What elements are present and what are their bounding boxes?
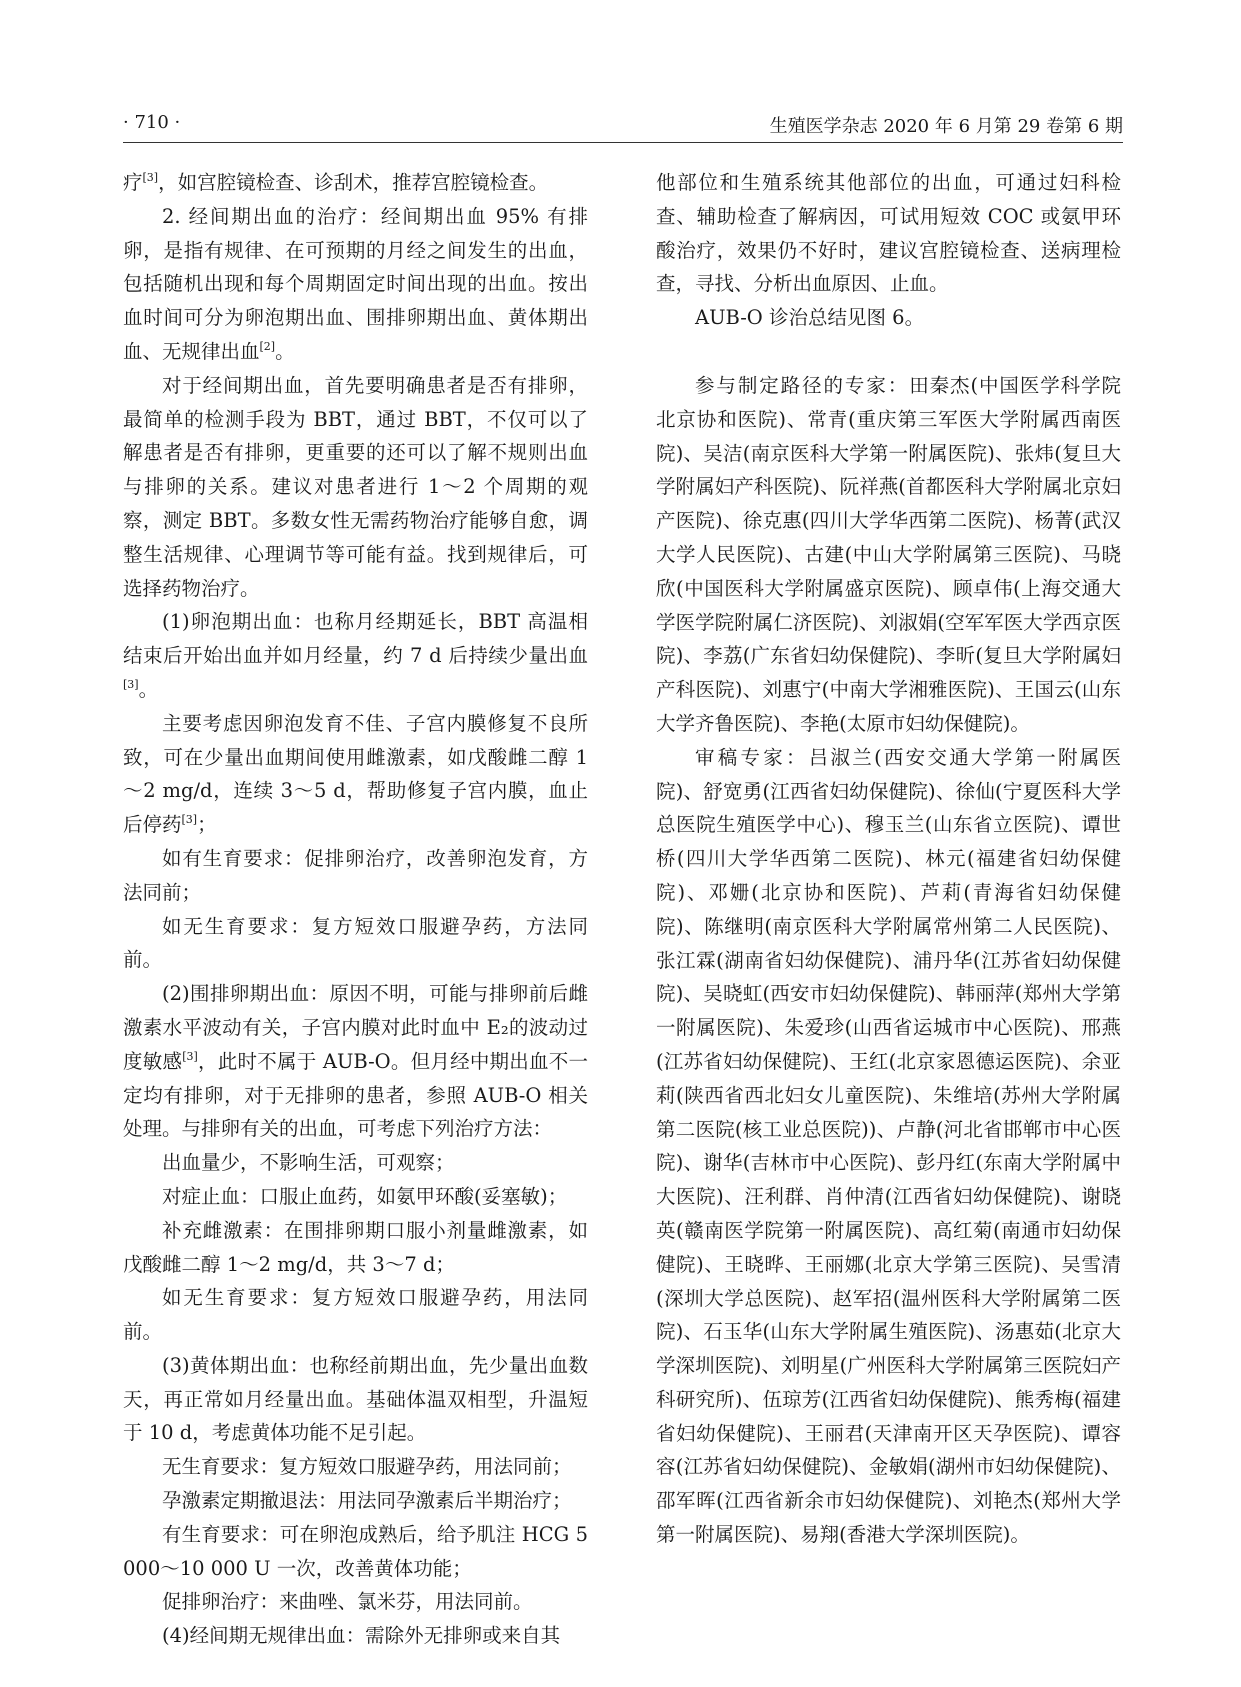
experts-paragraph [656,369,1121,741]
running-header [123,112,1123,152]
experts-label: 参与制定路径的专家： [695,373,910,397]
paragraph: 无生育要求：复方短效口服避孕药，用法同前； [162,1455,572,1479]
citation-ref: [3] [123,677,139,691]
reviewers-label: 审稿专家： [695,745,809,769]
citation-ref: [3] [182,1049,198,1063]
paragraph: 2. 经间期出血的治疗：经间期出血 95% 有排卵，是指有规律、在可预期的月经之间发生的出血，包括随机出现和每个周期固定时间出现的出血。按出血时间可分为卵泡期出血、围排卵期出血、黄体期出血、无规律出血[2]。 [123,204,588,363]
paragraph: 孕激素定期撤退法：用法同孕激素后半期治疗； [162,1489,572,1513]
paragraph: 对于经间期出血，首先要明确患者是否有排卵，最简单的检测手段为 BBT，通过 BBT，不仅可以了解患者是否有排卵，更重要的还可以了解不规则出血与排卵的关系。建议对患者进行 1～2 个周期的观察，测定 BBT。多数女性无需药物治疗能够自愈，调整生活规律、心理调节等可能有益。找到规律后，可选择药物治疗。 [123,373,588,600]
paragraph: AUB-O 诊治总结见图 6。 [695,306,925,330]
citation-ref: [2] [259,339,276,353]
reviewers-list: 吕淑兰(西安交通大学第一附属医院)、舒宽勇(江西省妇幼保健院)、徐仙(宁夏医科大学总医院生殖医学中心)、穆玉兰(山东省立医院)、谭世桥(四川大学华西第二医院)、林元(福建省妇幼保健院)、邓姗(北京协和医院)、芦莉(青海省妇幼保健院)、陈继明(南京医科大学附属常州第二人民医院)、张江霖(湖南省妇幼保健院)、浦丹华(江苏省妇幼保健院)、吴晓虹(西安市妇幼保健院)、韩丽萍(郑州大学第一附属医院)、朱爱珍(山西省运城市中心医院)、邢燕(江苏省妇幼保健院)、王红(北京家恩德运医院)、余亚莉(陕西省西北妇女儿童医院)、朱维培(苏州大学附属第二医院(核工业总医院))、卢静(河北省邯郸市中心医院)、谢华(吉林市中心医院)、彭丹红(东南大学附属中大医院)、汪利群、肖仲清(江西省妇幼保健院)、谢晓英(赣南医学院第一附属医院)、高红菊(南通市妇幼保健院)、王晓晔、王丽娜(北京大学第三医院)、吴雪清(深圳大学总医院)、赵军招(温州医科大学附属第二医院)、石玉华(山东大学附属生殖医院)、汤惠茹(北京大学深圳医院)、刘明星(广州医科大学附属第三医院妇产科研究所)、伍琼芳(江西省妇幼保健院)、熊秀梅(福建省妇幼保健院)、王丽君(天津南开区天孕医院)、谭容容(江苏省妇幼保健院)、金敏娟(湖州市妇幼保健院)、邵军晖(江西省新余市妇幼保健院)、刘艳杰(郑州大学第一附属医院)、易翔(香港大学深圳医院)。 [656,745,1121,1547]
paragraph: 如无生育要求：复方短效口服避孕药，方法同前。 [123,914,588,972]
paragraph: 如有生育要求：促排卵治疗，改善卵泡发育，方法同前； [123,846,588,904]
paragraph: 如无生育要求：复方短效口服避孕药，用法同前。 [123,1286,588,1344]
page-number: · 710 · [123,112,181,133]
paragraph: 他部位和生殖系统其他部位的出血，可通过妇科检查、辅助检查了解病因，可试用短效 COC 或氨甲环酸治疗，效果仍不好时，建议宫腔镜检查、送病理检查，寻找、分析出血原因、止血。 [656,171,1121,296]
paragraph: (3)黄体期出血：也称经前期出血，先少量出血数天，再正常如月经量出血。基础体温双相型，升温短于 10 d，考虑黄体功能不足引起。 [123,1353,588,1445]
paragraph: 有生育要求：可在卵泡成熟后，给予肌注 HCG 5 000～10 000 U 一次，改善黄体功能； [123,1522,588,1580]
citation-ref: [3] [142,171,159,184]
paragraph: 促排卵治疗：来曲唑、氯米芬，用法同前。 [162,1590,533,1614]
paragraph: (1)卵泡期出血：也称月经期延长，BBT 高温相结束后开始出血并如月经量，约 7 d 后持续少量出血[3]。 [123,610,588,701]
left-column [123,166,588,1653]
citation-ref: [3] [181,813,198,827]
reviewers-paragraph [656,741,1121,1552]
journal-citation: 生殖医学杂志 2020 年 6 月第 29 卷第 6 期 [769,116,1123,137]
paragraph: 出血量少，不影响生活，可观察； [162,1151,455,1175]
paragraph: (4)经间期无规律出血：需除外无排卵或来自其 [162,1624,561,1648]
paragraph: 对症止血：口服止血药，如氨甲环酸(妥塞敏)； [162,1184,568,1208]
paragraph: 主要考虑因卵泡发育不佳、子宫内膜修复不良所致，可在少量出血期间使用雌激素，如戊酸雌二醇 1～2 mg/d，连续 3～5 d，帮助修复子宫内膜，血止后停药[3]； [123,711,588,837]
experts-list: 田秦杰(中国医学科学院北京协和医院)、常青(重庆第三军医大学附属西南医院)、吴洁(南京医科大学第一附属医院)、张炜(复旦大学附属妇产科医院)、阮祥燕(首都医科大学附属北京妇产医院)、徐克惠(四川大学华西第二医院)、杨菁(武汉大学人民医院)、古建(中山大学附属第三医院)、马晓欣(中国医科大学附属盛京医院)、顾卓伟(上海交通大学医学院附属仁济医院)、刘淑娟(空军军医大学西京医院)、李荔(广东省妇幼保健院)、李昕(复旦大学附属妇产科医院)、刘惠宁(中南大学湘雅医院)、王国云(山东大学齐鲁医院)、李艳(太原市妇幼保健院)。 [656,373,1121,735]
header-rule [123,142,1123,143]
right-column [656,166,1121,1552]
paragraph: (2)围排卵期出血：原因不明，可能与排卵前后雌激素水平波动有关，子宫内膜对此时血中 E₂的波动过度敏感[3]，此时不属于 AUB-O。但月经中期出血不一定均有排卵，对于无排卵的患者，参照 AUB-O 相关处理。与排卵有关的出血，可考虑下列治疗方法： [123,982,588,1141]
paragraph: 疗[3]，如宫腔镜检查、诊刮术，推荐宫腔镜检查。 [123,171,549,194]
paragraph: 补充雌激素：在围排卵期口服小剂量雌激素，如戊酸雌二醇 1～2 mg/d，共 3～7 d； [123,1218,588,1276]
